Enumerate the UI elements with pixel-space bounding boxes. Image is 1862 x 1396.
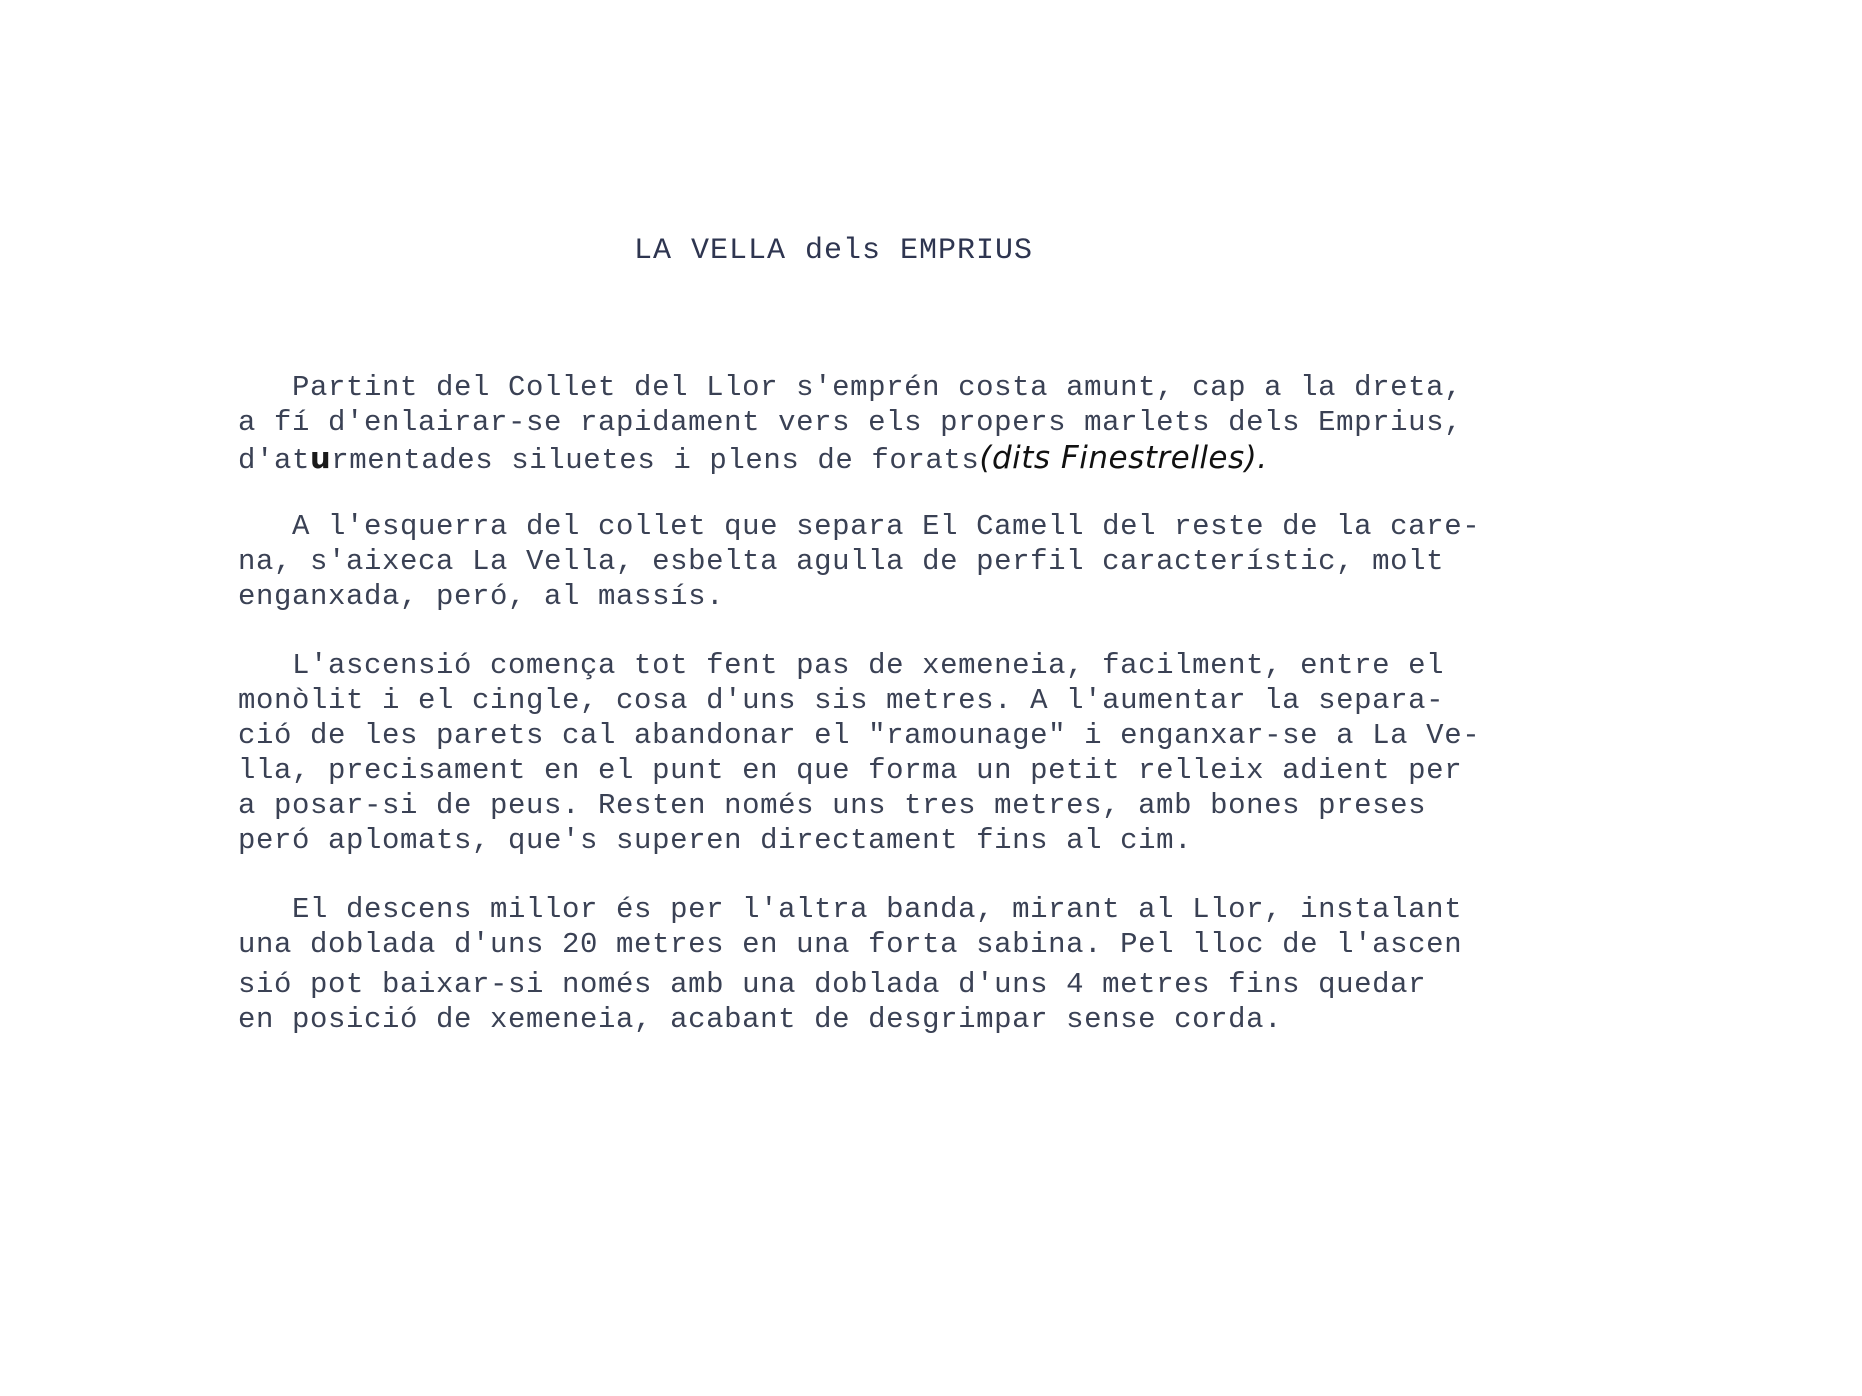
- handwritten-annotation: (dits Finestrelles).: [979, 440, 1268, 476]
- paragraph-1-line-3-end: rmentades siluetes i plens de forats: [331, 444, 980, 477]
- paragraph-4-line-1: El descens millor és per l'altra banda, mirant al Llor, instalant: [238, 893, 1463, 926]
- paragraph-3-line-5: a posar-si de peus. Resten només uns tres metres, amb bones preses: [238, 789, 1427, 822]
- paragraph-4-line-3: sió pot baixar-si només amb una doblada d'uns 4 metres fins quedar: [238, 968, 1427, 1001]
- paragraph-1-line-3-start: d'at: [238, 444, 311, 477]
- handwritten-correction-mark: u: [310, 441, 332, 475]
- paragraph-1-line-3: [238, 440, 1268, 476]
- paragraph-4-line-4: en posició de xemeneia, acabant de desgrimpar sense corda.: [238, 1003, 1283, 1036]
- paragraph-2-line-3: enganxada, peró, al massís.: [238, 580, 725, 613]
- paragraph-3-line-2: monòlit i el cingle, cosa d'uns sis metres. A l'aumentar la separa-: [238, 684, 1445, 717]
- paragraph-2-line-2: na, s'aixeca La Vella, esbelta agulla de perfil característic, molt: [238, 545, 1445, 578]
- paragraph-1-line-2: a fí d'enlairar-se rapidament vers els propers marlets dels Emprius,: [238, 406, 1463, 439]
- paragraph-1-line-1: Partint del Collet del Llor s'emprén costa amunt, cap a la dreta,: [238, 371, 1463, 404]
- document-title: LA VELLA dels EMPRIUS: [634, 234, 1034, 268]
- paragraph-2-line-1: A l'esquerra del collet que separa El Camell del reste de la care-: [238, 510, 1481, 543]
- paragraph-3-line-1: L'ascensió comença tot fent pas de xemeneia, facilment, entre el: [238, 649, 1445, 682]
- paragraph-4-line-2: una doblada d'uns 20 metres en una forta sabina. Pel lloc de l'ascen: [238, 928, 1463, 961]
- paragraph-3-line-3: ció de les parets cal abandonar el "ramounage" i enganxar-se a La Ve-: [238, 719, 1481, 752]
- paragraph-3-line-4: lla, precisament en el punt en que forma un petit relleix adient per: [238, 754, 1463, 787]
- paragraph-3-line-6: peró aplomats, que's superen directament fins al cim.: [238, 824, 1193, 857]
